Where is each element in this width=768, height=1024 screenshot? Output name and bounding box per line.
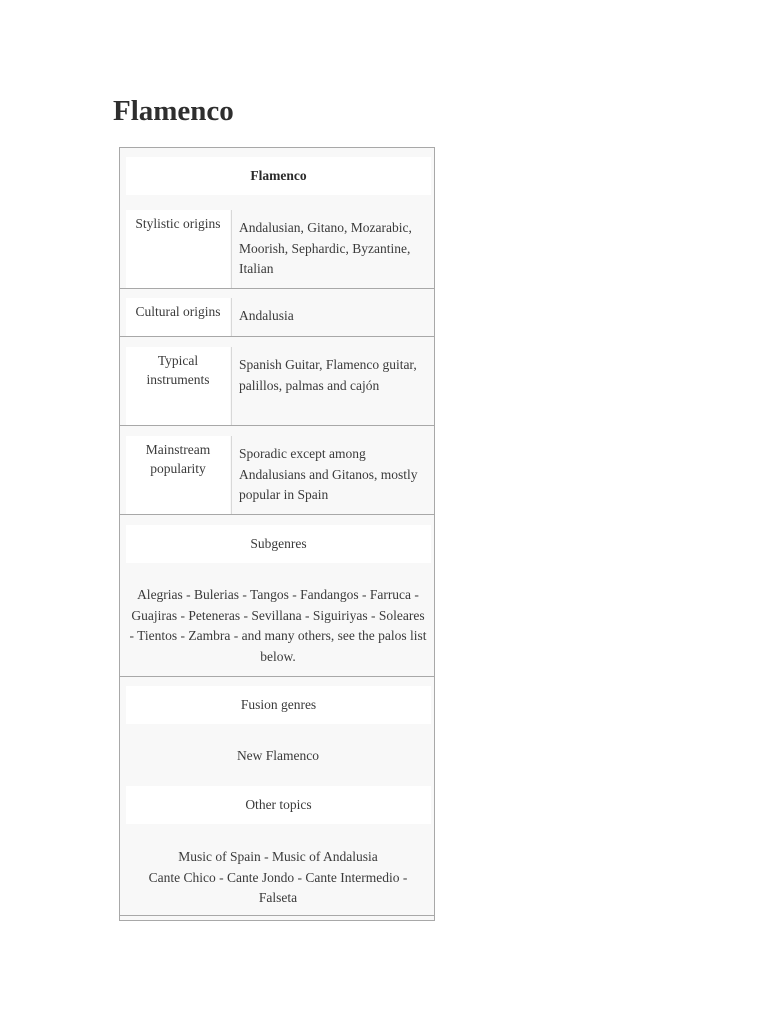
other-topics-list [128, 847, 428, 909]
typical-instruments-label: Typical instruments [126, 347, 230, 425]
cultural-origins-value: Andalusia [239, 308, 294, 323]
infobox [119, 147, 435, 921]
row-separator [120, 676, 434, 677]
mainstream-popularity-value: Sporadic except among Andalusians and Gitanos, mostly popular in Spain [239, 446, 418, 502]
other-topics-line: Cante Chico - Cante Jondo - Cante Intermedio - Falseta [148, 869, 408, 905]
subgenres-list: Alegrias - Bulerias - Tangos - Fandangos - Farruca - Guajiras - Peteneras - Sevillana - Siguiriyas - Soleares - Tientos - Zambra - and many others, see the palos list below. [129, 587, 427, 664]
row-divider [231, 210, 232, 288]
fusion-genres-header: Fusion genres [126, 686, 431, 724]
row-divider [231, 298, 232, 336]
row-separator [120, 288, 434, 289]
stylistic-origins-value: Andalusian, Gitano, Mozarabic, Moorish, Sephardic, Byzantine, Italian [239, 220, 412, 276]
subgenres-header: Subgenres [126, 525, 431, 563]
cultural-origins-label: Cultural origins [126, 298, 230, 336]
other-topics-header: Other topics [126, 786, 431, 824]
row-separator [120, 425, 434, 426]
other-topics-line: Music of Spain - Music of Andalusia [178, 849, 378, 864]
mainstream-popularity-label: Mainstream popularity [126, 436, 230, 514]
fusion-genres-value: New Flamenco [236, 748, 320, 763]
page-title: Flamenco [113, 95, 234, 127]
row-divider [231, 436, 232, 514]
row-separator [120, 915, 434, 916]
row-separator [120, 336, 434, 337]
row-separator [120, 514, 434, 515]
typical-instruments-value: Spanish Guitar, Flamenco guitar, palillos, palmas and cajón [239, 357, 417, 393]
row-divider [231, 347, 232, 425]
stylistic-origins-label: Stylistic origins [126, 210, 230, 288]
infobox-title: Flamenco [126, 157, 431, 195]
